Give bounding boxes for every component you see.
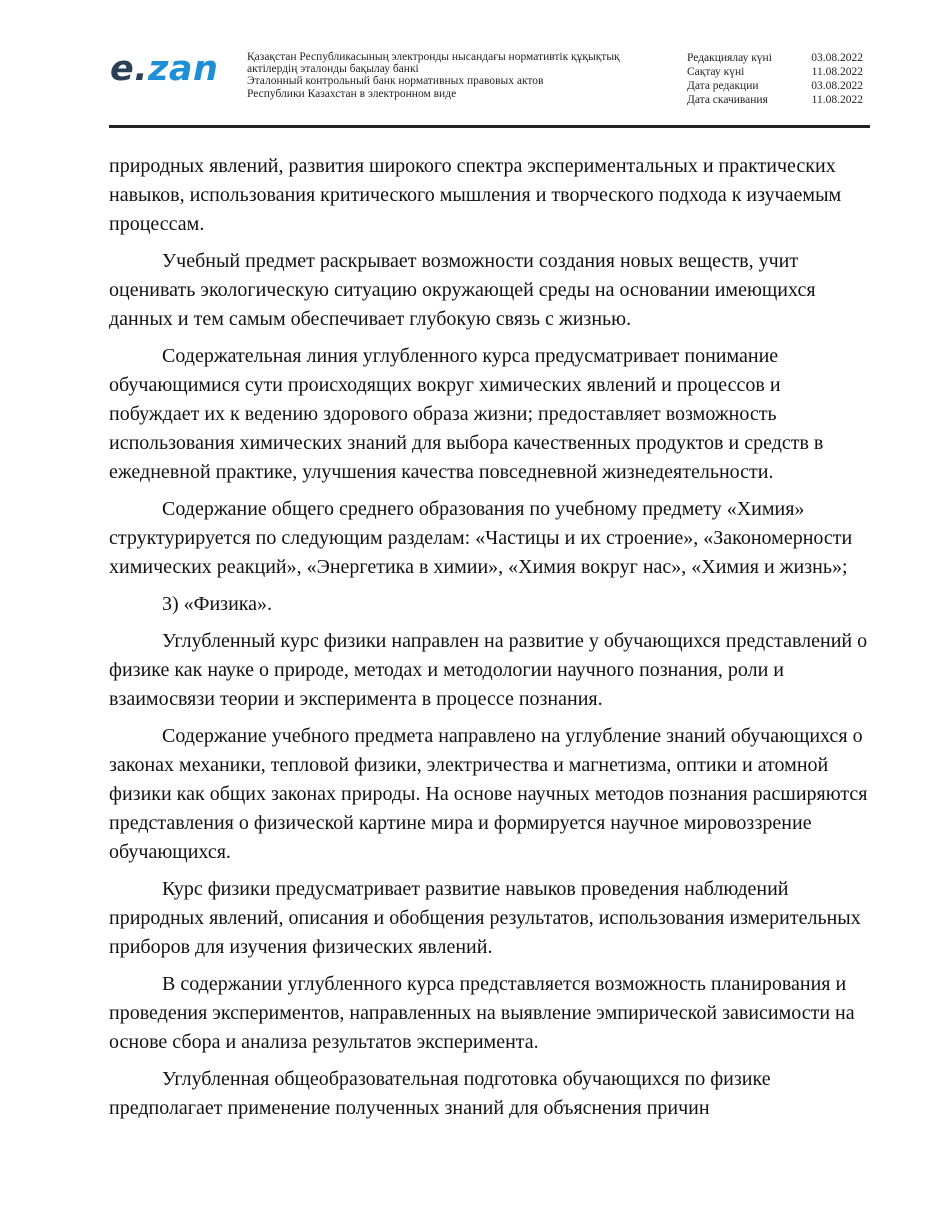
- paragraph: Углубленная общеобразовательная подготовка обучающихся по физике предполагает применение полученных знаний для объяснения причин: [109, 1068, 771, 1119]
- date-row-edit-ru: [687, 79, 863, 93]
- date-value: 03.08.2022: [811, 52, 863, 64]
- document-header: [0, 0, 935, 130]
- bank-name: [247, 51, 667, 100]
- paragraph: Учебный предмет раскрывает возможности создания новых веществ, учит оценивать экологическую ситуацию окружающей среды на основании имеющихся данных и тем самым обеспечивает глубокую связь с жизнью.: [109, 250, 816, 330]
- logo-dot: .: [134, 49, 149, 89]
- paragraph: Углубленный курс физики направлен на развитие у обучающихся представлений о физике как науке о природе, методах и методологии научного познания, роли и взаимосвязи теории и эксперимента в процессе познания.: [109, 630, 868, 710]
- ezan-logo[interactable]: [110, 49, 219, 89]
- date-value: 03.08.2022: [811, 80, 863, 92]
- bank-name-line: Республики Казахстан в электронном виде: [247, 87, 457, 100]
- paragraph: природных явлений, развития широкого спектра экспериментальных и практических навыков, использования критического мышления и творческого подхода к изучаемым процессам.: [109, 155, 842, 235]
- paragraph: В содержании углубленного курса представляется возможность планирования и проведения экспериментов, направленных на выявление эмпирической зависимости на основе сбора и анализа результатов эксперимента.: [109, 973, 855, 1053]
- document-body: [109, 152, 869, 1131]
- date-label: Сақтау күні: [687, 66, 745, 78]
- bank-name-line: Эталонный контрольный банк нормативных правовых актов: [247, 75, 544, 88]
- paragraph: Курс физики предусматривает развитие навыков проведения наблюдений природных явлений, описания и обобщения результатов, использования измерительных приборов для изучения физических явлений.: [109, 878, 861, 958]
- date-label: Дата скачивания: [687, 94, 768, 106]
- date-value: 11.08.2022: [811, 94, 863, 106]
- date-value: 11.08.2022: [811, 66, 863, 78]
- document-dates: [687, 51, 863, 107]
- paragraph: Содержание общего среднего образования по учебному предмету «Химия» структурируется по следующим разделам: «Частицы и их строение», «Закономерности химических реакций», «Энергетика в химии», «Химия вокруг нас», «Химия и жизнь»;: [109, 498, 853, 578]
- section-heading: 3) «Физика».: [162, 593, 273, 615]
- date-row-download-ru: [687, 93, 863, 107]
- logo-part-zan: zan: [148, 49, 219, 89]
- date-row-edit-kz: [687, 51, 863, 65]
- date-label: Дата редакции: [687, 80, 759, 92]
- logo-part-e: e: [110, 49, 135, 89]
- header-divider: [109, 125, 870, 128]
- bank-name-line: Қазақстан Республикасының электронды нысандағы нормативтік құқықтық: [247, 51, 620, 63]
- paragraph: Содержание учебного предмета направлено на углубление знаний обучающихся о законах механики, тепловой физики, электричества и магнетизма, оптики и атомной физики как общих законах природы. На основе научных методов познания расширяются представления о физической картине мира и формируется научное мировоззрение обучающихся.: [109, 725, 868, 863]
- date-row-save-kz: [687, 65, 863, 79]
- bank-name-line: актілердің эталонды бақылау банкі: [247, 63, 419, 76]
- date-label: Редакциялау күні: [687, 52, 772, 64]
- paragraph: Содержательная линия углубленного курса предусматривает понимание обучающимися сути происходящих вокруг химических явлений и процессов и побуждает их к ведению здорового образа жизни; предоставляет возможность использования химических знаний для выбора качественных продуктов и средств в ежедневной практике, улучшения качества повседневной жизнедеятельности.: [109, 345, 824, 483]
